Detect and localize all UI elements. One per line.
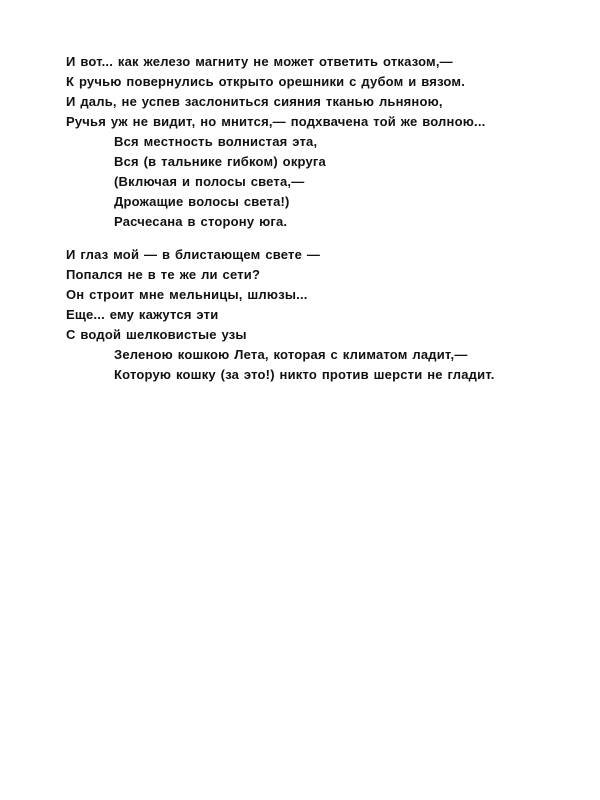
- poem-line: Еще... ему кажутся эти: [66, 307, 219, 322]
- poem-line: Расчесана в сторону юга.: [114, 214, 288, 229]
- poem-line: Попался не в те же ли сети?: [66, 267, 261, 282]
- poem-line: С водой шелковистые узы: [66, 327, 247, 342]
- poem-line: Ручья уж не видит, но мнится,— подхвачена той же волною...: [66, 114, 486, 129]
- poem-line: Он строит мне мельницы, шлюзы...: [66, 287, 308, 302]
- poem-line: Дрожащие волосы света!): [114, 194, 290, 209]
- poem-line: Вся местность волнистая эта,: [114, 134, 318, 149]
- poem-line: Которую кошку (за это!) никто против шерсти не гладит.: [114, 367, 495, 382]
- stanza-2: [66, 245, 495, 385]
- poem-line: (Включая и полосы света,—: [114, 174, 305, 189]
- poem-line: Вся (в тальнике гибком) округа: [114, 154, 326, 169]
- stanza-1: [66, 52, 495, 232]
- poem-line: И даль, не успев заслониться сияния тканью льняною,: [66, 94, 443, 109]
- poem-line: К ручью повернулись открыто орешники с дубом и вязом.: [66, 74, 466, 89]
- poem-line: И вот... как железо магниту не может ответить отказом,—: [66, 54, 453, 69]
- poem-line: И глаз мой — в блистающем свете —: [66, 247, 321, 262]
- poem: [66, 52, 495, 385]
- poem-line: Зеленою кошкою Лета, которая с климатом ладит,—: [114, 347, 468, 362]
